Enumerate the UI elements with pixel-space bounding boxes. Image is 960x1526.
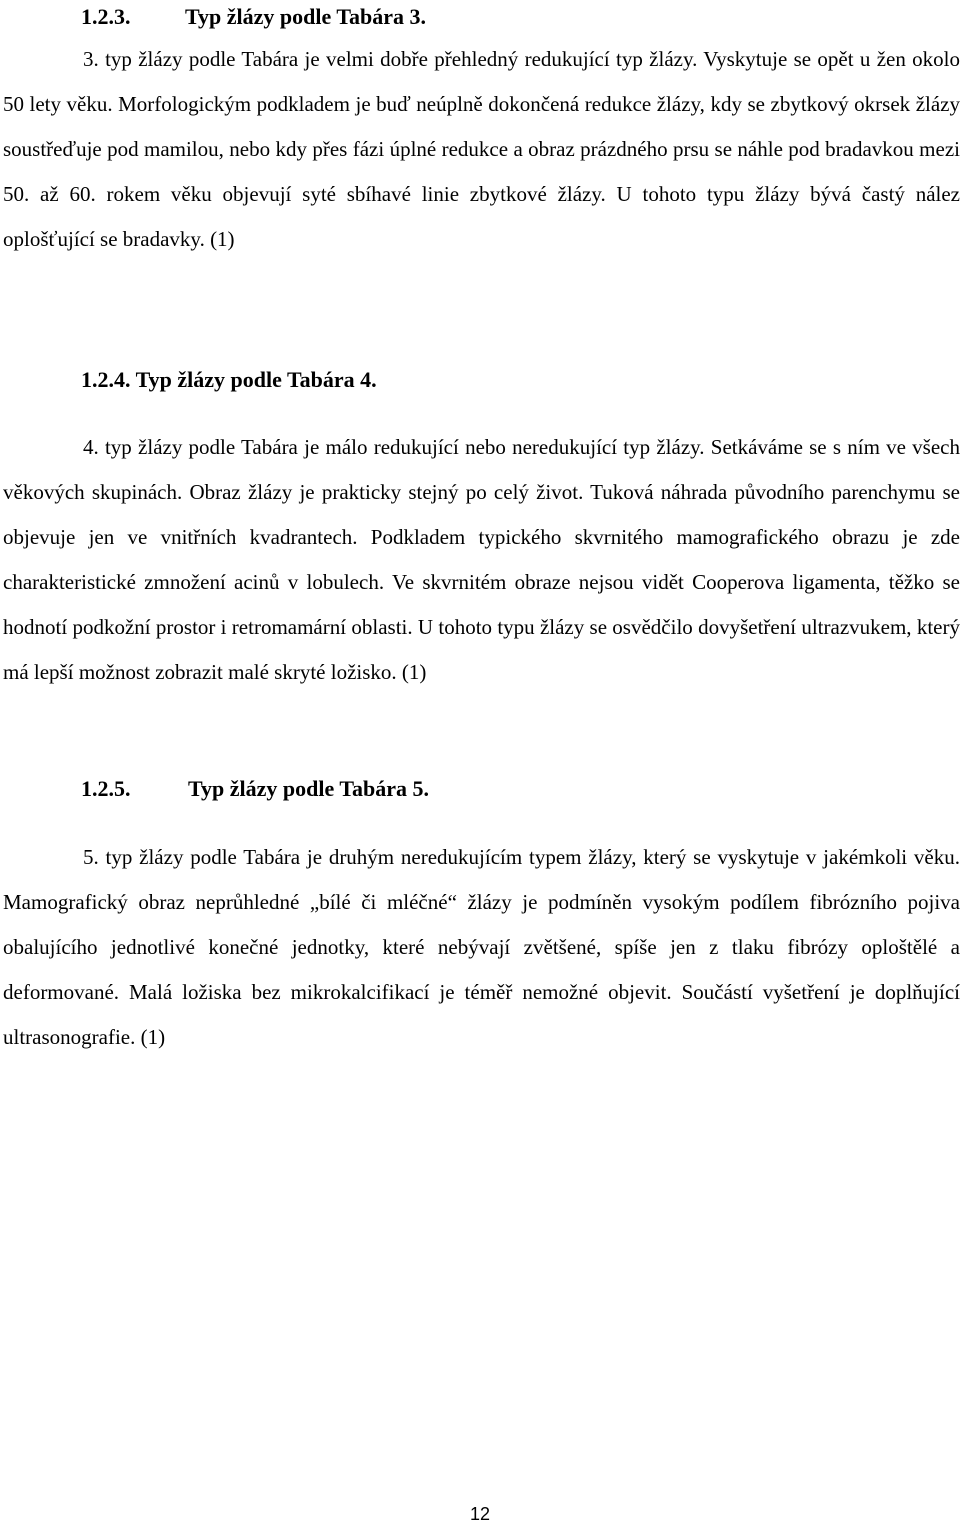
- section-heading-1-2-4: [81, 365, 377, 395]
- page-number: 12: [469, 1504, 491, 1524]
- section-title: Typ žlázy podle Tabára 5.: [188, 776, 430, 801]
- section-heading-1-2-3: [81, 2, 426, 32]
- section-number: 1.2.4.: [81, 367, 131, 392]
- section-number: 1.2.5.: [81, 776, 131, 801]
- section-heading-1-2-5: [81, 774, 429, 804]
- section-title: Typ žlázy podle Tabára 3.: [185, 4, 427, 29]
- section-number: 1.2.3.: [81, 4, 131, 29]
- section-paragraph-1-2-5: 5. typ žlázy podle Tabára je druhým neredukujícím typem žlázy, který se vyskytuje v jakémkoli věku. Mamografický obraz neprůhledné „bílé či mléčné“ žlázy je podmíněn vysokým podílem fibrózního pojiva obalujícího jednotlivé konečné jednotky, které nebývají zvětšené, spíše jen z tlaku fibrózy oploštělé a deformované. Malá ložiska bez mikrokalcifikací je téměř nemožné objevit. Součástí vyšetření je doplňující ultrasonografie. (1): [3, 845, 960, 1049]
- section-paragraph-1-2-4: 4. typ žlázy podle Tabára je málo redukující nebo neredukující typ žlázy. Setkáváme se s ním ve všech věkových skupinách. Obraz žlázy je prakticky stejný po celý život. Tuková náhrada původního parenchymu se objevuje jen ve vnitřních kvadrantech. Podkladem typického skvrnitého mamografického obrazu je zde charakteristické zmnožení acinů v lobulech. Ve skvrnitém obraze nejsou vidět Cooperova ligamenta, těžko se hodnotí podkožní prostor i retromamární oblasti. U tohoto typu žlázy se osvědčilo dovyšetření ultrazvukem, který má lepší možnost zobrazit malé skryté ložisko. (1): [3, 435, 960, 684]
- section-title: Typ žlázy podle Tabára 4.: [135, 367, 377, 392]
- section-paragraph-1-2-3: 3. typ žlázy podle Tabára je velmi dobře přehledný redukující typ žlázy. Vyskytuje se opět u žen okolo 50 lety věku. Morfologickým podkladem je buď neúplně dokončená redukce žlázy, kdy se zbytkový okrsek žlázy soustřeďuje pod mamilou, nebo kdy přes fázi úplné redukce a obraz prázdného prsu se náhle pod bradavkou mezi 50. až 60. rokem věku objevují syté sbíhavé linie zbytkové žlázy. U tohoto typu žlázy bývá častý nález oplošťující se bradavky. (1): [3, 47, 960, 251]
